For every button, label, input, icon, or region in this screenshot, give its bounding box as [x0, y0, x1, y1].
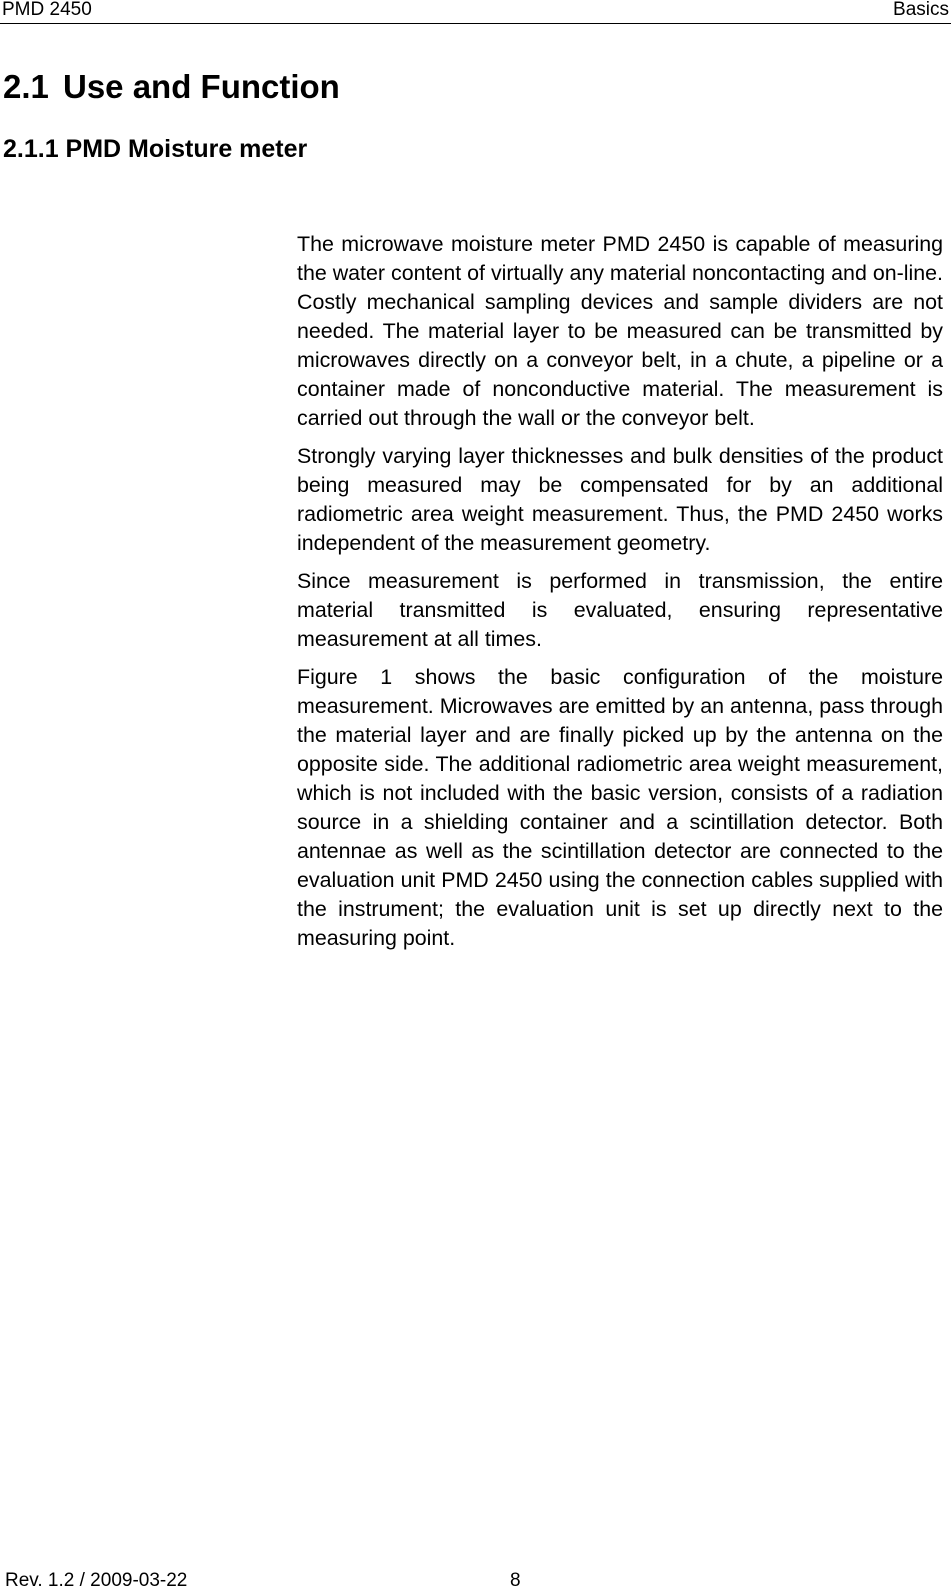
paragraph-transmission: Since measurement is performed in transmission, the entire material transmitted is evaluated, ensuring representative measurement at all times. — [297, 569, 943, 651]
page-header — [0, 0, 951, 24]
footer-revision: Rev. 1.2 / 2009-03-22 — [5, 1570, 188, 1591]
header-chapter-name: Basics — [893, 0, 949, 20]
footer-page-number: 8 — [510, 1570, 521, 1591]
section-number: 2.1 — [3, 68, 49, 105]
paragraph-configuration: Figure 1 shows the basic configuration of the moisture measurement. Microwaves are emitted by an antenna, pass through the material layer and are finally picked up by the antenna on the opposite side. The additional radiometric area weight measurement, which is not included with the basic version, consists of a radiation source in a shielding container and a scintillation detector. Both antennae as well as the scintillation detector are connected to the evaluation unit PMD 2450 using the connection cables supplied with the instrument; the evaluation unit is set up directly next to the measuring point. — [297, 665, 943, 950]
paragraph-compensation: Strongly varying layer thicknesses and bulk densities of the product being measured may be compensated for by an additional radiometric area weight measurement. Thus, the PMD 2450 works independent of the measurement geometry. — [297, 444, 943, 555]
header-document-name: PMD 2450 — [2, 0, 92, 20]
page-footer — [0, 1568, 951, 1594]
paragraph-intro: The microwave moisture meter PMD 2450 is capable of measuring the water content of virtually any material noncontacting and on-line. Costly mechanical sampling devices and sample dividers are not needed. The material layer to be measured can be transmitted by microwaves directly on a conveyor belt, in a chute, a pipeline or a container made of nonconductive material. The measurement is carried out through the wall or the conveyor belt. — [297, 232, 943, 430]
section-heading — [3, 67, 340, 107]
section-title: Use and Function — [63, 68, 340, 105]
body-text — [297, 230, 943, 962]
subsection-heading: 2.1.1 PMD Moisture meter — [3, 135, 308, 163]
